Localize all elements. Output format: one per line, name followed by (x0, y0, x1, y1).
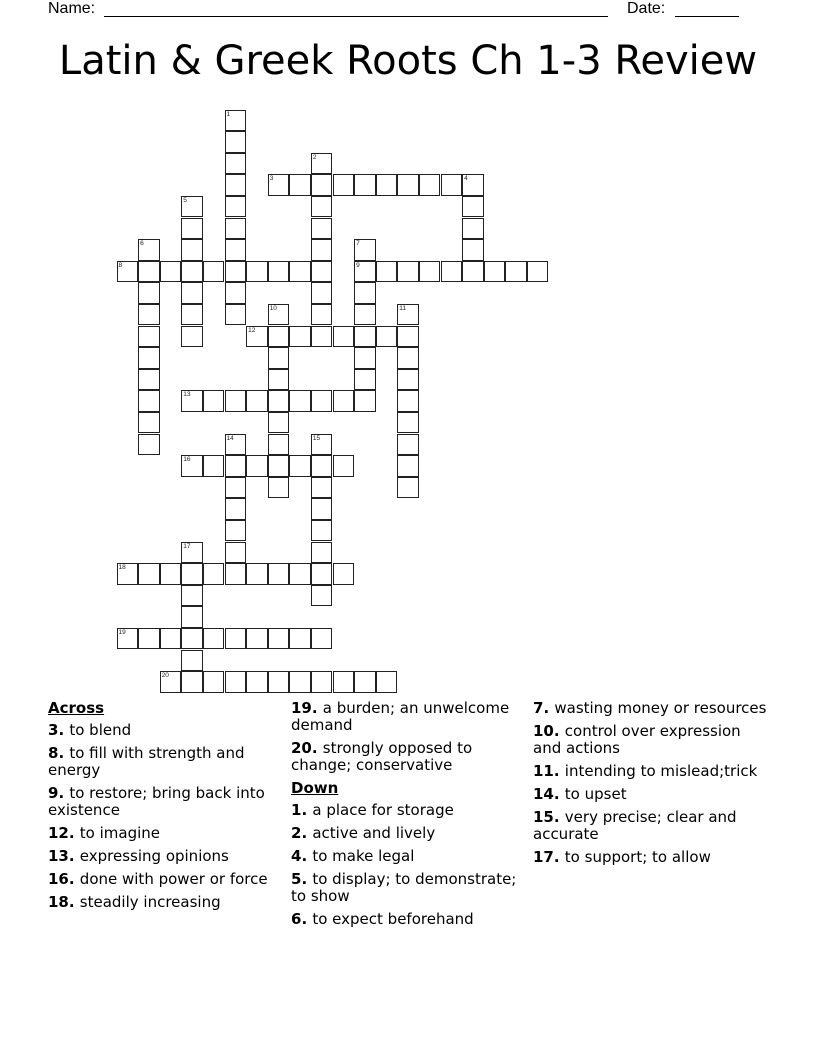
grid-cell[interactable] (117, 563, 139, 585)
grid-cell[interactable] (311, 326, 333, 348)
grid-cell[interactable] (462, 239, 484, 261)
grid-cell[interactable] (354, 369, 376, 391)
grid-cell[interactable] (462, 218, 484, 240)
grid-cell[interactable] (181, 196, 203, 218)
grid-cell[interactable] (354, 261, 376, 283)
grid-cell[interactable] (397, 455, 419, 477)
grid-cell[interactable] (311, 455, 333, 477)
grid-cell[interactable] (246, 628, 268, 650)
grid-cell[interactable] (138, 563, 160, 585)
grid-cell[interactable] (225, 628, 247, 650)
clue-across-3: 3. to blend (48, 721, 132, 739)
grid-cell[interactable] (376, 174, 398, 196)
clue-across-9: 9. to restore; bring back into existence (48, 784, 265, 819)
clues-column-1 (48, 700, 278, 917)
clue-down-15: 15. very precise; clear and accurate (533, 808, 737, 843)
grid-cell[interactable] (181, 563, 203, 585)
grid-cell[interactable] (138, 390, 160, 412)
grid-cell[interactable] (354, 326, 376, 348)
grid-cell[interactable] (160, 671, 182, 693)
clue-number: 7 (356, 240, 360, 248)
grid-cell[interactable] (311, 282, 333, 304)
clue-number: 8 (118, 261, 123, 269)
clue-number: 1 (226, 110, 231, 118)
grid-cell[interactable] (138, 304, 160, 326)
grid-cell[interactable] (225, 282, 247, 304)
clue-down-17: 17. to support; to allow (533, 848, 711, 866)
clue-number: 2 (312, 153, 317, 161)
grid-cell[interactable] (441, 261, 463, 283)
grid-cell[interactable] (311, 542, 333, 564)
grid-cell[interactable] (268, 261, 290, 283)
grid-cell[interactable] (181, 628, 203, 650)
grid-cell[interactable] (311, 390, 333, 412)
clue-number: 16 (183, 456, 191, 464)
grid-cell[interactable] (268, 174, 290, 196)
grid-cell[interactable] (397, 174, 419, 196)
grid-cell[interactable] (203, 563, 225, 585)
grid-cell[interactable] (181, 542, 203, 564)
clue-across-18: 18. steadily increasing (48, 893, 221, 911)
grid-cell[interactable] (333, 455, 355, 477)
grid-cell[interactable] (268, 412, 290, 434)
grid-cell[interactable] (333, 390, 355, 412)
grid-cell[interactable] (289, 671, 311, 693)
grid-cell[interactable] (160, 261, 182, 283)
grid-cell[interactable] (203, 390, 225, 412)
clue-down-5: 5. to display; to demonstrate; to show (291, 870, 517, 905)
clue-across-19: 19. a burden; an unwelcome demand (291, 699, 510, 734)
clue-number: 11 (399, 304, 407, 312)
grid-cell[interactable] (397, 369, 419, 391)
grid-cell[interactable] (268, 304, 290, 326)
grid-cell[interactable] (268, 434, 290, 456)
clue-across-8: 8. to fill with strength and energy (48, 744, 245, 779)
grid-cell[interactable] (311, 671, 333, 693)
grid-cell[interactable] (268, 455, 290, 477)
clue-number: 20 (161, 672, 169, 680)
grid-cell[interactable] (354, 304, 376, 326)
grid-cell[interactable] (138, 261, 160, 283)
grid-cell[interactable] (181, 261, 203, 283)
clue-number: 14 (226, 434, 234, 442)
grid-cell[interactable] (354, 347, 376, 369)
clue-number: 12 (248, 326, 256, 334)
grid-cell[interactable] (181, 585, 203, 607)
grid-cell[interactable] (225, 239, 247, 261)
grid-cell[interactable] (268, 563, 290, 585)
grid-cell[interactable] (289, 261, 311, 283)
grid-cell[interactable] (354, 390, 376, 412)
grid-cell[interactable] (311, 261, 333, 283)
grid-cell[interactable] (268, 347, 290, 369)
grid-cell[interactable] (397, 261, 419, 283)
grid-cell[interactable] (484, 261, 506, 283)
grid-cell[interactable] (160, 563, 182, 585)
grid-cell[interactable] (268, 390, 290, 412)
clue-across-13: 13. expressing opinions (48, 847, 229, 865)
clue-down-11: 11. intending to mislead;trick (533, 762, 758, 780)
grid-cell[interactable] (311, 628, 333, 650)
grid-cell[interactable] (160, 628, 182, 650)
grid-cell[interactable] (419, 261, 441, 283)
grid-cell[interactable] (203, 671, 225, 693)
grid-cell[interactable] (268, 628, 290, 650)
grid-cell[interactable] (225, 455, 247, 477)
grid-cell[interactable] (462, 196, 484, 218)
clue-down-14: 14. to upset (533, 785, 627, 803)
clue-across-16: 16. done with power or force (48, 870, 268, 888)
grid-cell[interactable] (311, 477, 333, 499)
grid-cell[interactable] (138, 434, 160, 456)
grid-cell[interactable] (225, 153, 247, 175)
clue-number: 18 (118, 564, 126, 572)
clue-number: 19 (118, 628, 126, 636)
across-heading: Across (48, 699, 105, 717)
grid-cell[interactable] (441, 174, 463, 196)
grid-cell[interactable] (354, 671, 376, 693)
grid-cell[interactable] (246, 326, 268, 348)
grid-cell[interactable] (376, 671, 398, 693)
grid-cell[interactable] (225, 261, 247, 283)
grid-cell[interactable] (289, 563, 311, 585)
grid-cell[interactable] (311, 520, 333, 542)
grid-cell[interactable] (203, 261, 225, 283)
grid-cell[interactable] (419, 174, 441, 196)
grid-cell[interactable] (289, 326, 311, 348)
grid-cell[interactable] (181, 650, 203, 672)
grid-cell[interactable] (203, 455, 225, 477)
grid-cell[interactable] (225, 174, 247, 196)
grid-cell[interactable] (268, 369, 290, 391)
grid-cell[interactable] (225, 520, 247, 542)
grid-cell[interactable] (397, 347, 419, 369)
grid-cell[interactable] (225, 390, 247, 412)
grid-cell[interactable] (225, 196, 247, 218)
grid-cell[interactable] (138, 412, 160, 434)
clue-across-20: 20. strongly opposed to change; conservative (291, 739, 473, 774)
grid-cell[interactable] (289, 628, 311, 650)
grid-cell[interactable] (311, 153, 333, 175)
grid-cell[interactable] (225, 498, 247, 520)
grid-cell[interactable] (397, 304, 419, 326)
grid-cell[interactable] (268, 671, 290, 693)
clue-down-10: 10. control over expression and actions (533, 722, 741, 757)
grid-cell[interactable] (181, 326, 203, 348)
grid-cell[interactable] (181, 455, 203, 477)
grid-cell[interactable] (333, 671, 355, 693)
grid-cell[interactable] (376, 326, 398, 348)
clue-number: 13 (183, 391, 191, 399)
grid-cell[interactable] (505, 261, 527, 283)
grid-cell[interactable] (462, 261, 484, 283)
grid-cell[interactable] (117, 628, 139, 650)
grid-cell[interactable] (311, 304, 333, 326)
clue-across-12: 12. to imagine (48, 824, 161, 842)
grid-cell[interactable] (246, 261, 268, 283)
grid-cell[interactable] (181, 606, 203, 628)
grid-cell[interactable] (225, 542, 247, 564)
grid-cell[interactable] (181, 390, 203, 412)
clue-number: 4 (464, 175, 468, 183)
grid-cell[interactable] (311, 498, 333, 520)
grid-cell[interactable] (397, 412, 419, 434)
grid-cell[interactable] (225, 131, 247, 153)
grid-cell[interactable] (138, 369, 160, 391)
grid-cell[interactable] (311, 239, 333, 261)
grid-cell[interactable] (117, 261, 139, 283)
grid-cell[interactable] (138, 239, 160, 261)
page-title: Latin & Greek Roots Ch 1-3 Review (58, 38, 758, 84)
grid-cell[interactable] (333, 174, 355, 196)
clue-number: 5 (183, 196, 187, 204)
grid-cell[interactable] (311, 434, 333, 456)
grid-cell[interactable] (289, 174, 311, 196)
clue-number: 10 (269, 304, 277, 312)
grid-cell[interactable] (246, 455, 268, 477)
grid-cell[interactable] (181, 282, 203, 304)
grid-cell[interactable] (225, 671, 247, 693)
grid-cell[interactable] (397, 390, 419, 412)
clue-down-4: 4. to make legal (291, 847, 415, 865)
grid-cell[interactable] (138, 628, 160, 650)
grid-cell[interactable] (181, 671, 203, 693)
grid-cell[interactable] (225, 434, 247, 456)
grid-cell[interactable] (397, 434, 419, 456)
clue-number: 9 (356, 261, 360, 269)
grid-cell[interactable] (354, 174, 376, 196)
grid-cell[interactable] (181, 304, 203, 326)
grid-cell[interactable] (397, 326, 419, 348)
grid-cell[interactable] (225, 304, 247, 326)
clue-number: 6 (140, 240, 144, 248)
grid-cell[interactable] (138, 347, 160, 369)
clue-down-6: 6. to expect beforehand (291, 910, 474, 928)
grid-cell[interactable] (289, 390, 311, 412)
grid-cell[interactable] (289, 455, 311, 477)
clue-number: 15 (312, 434, 321, 442)
clue-down-2: 2. active and lively (291, 824, 436, 842)
grid-cell[interactable] (246, 671, 268, 693)
grid-cell[interactable] (311, 585, 333, 607)
grid-cell[interactable] (225, 563, 247, 585)
clue-number: 17 (183, 542, 191, 550)
down-heading: Down (291, 779, 339, 797)
grid-cell[interactable] (527, 261, 549, 283)
name-label: Name: (48, 0, 96, 17)
grid-cell[interactable] (203, 628, 225, 650)
grid-cell[interactable] (333, 563, 355, 585)
grid-cell[interactable] (462, 174, 484, 196)
grid-cell[interactable] (138, 326, 160, 348)
grid-cell[interactable] (225, 110, 247, 132)
clue-number: 3 (269, 175, 274, 183)
grid-cell[interactable] (311, 174, 333, 196)
grid-cell[interactable] (311, 563, 333, 585)
clue-down-1: 1. a place for storage (291, 801, 454, 819)
grid-cell[interactable] (333, 326, 355, 348)
clues-column-2 (291, 700, 521, 934)
grid-cell[interactable] (138, 282, 160, 304)
grid-cell[interactable] (225, 218, 247, 240)
clue-down-7: 7. wasting money or resources (533, 699, 767, 717)
grid-cell[interactable] (311, 218, 333, 240)
grid-cell[interactable] (268, 477, 290, 499)
grid-cell[interactable] (311, 196, 333, 218)
clues-column-3 (533, 700, 773, 872)
grid-cell[interactable] (181, 239, 203, 261)
grid-cell[interactable] (225, 477, 247, 499)
grid-cell[interactable] (354, 282, 376, 304)
grid-cell[interactable] (246, 390, 268, 412)
grid-cell[interactable] (181, 218, 203, 240)
grid-cell[interactable] (397, 477, 419, 499)
grid-cell[interactable] (268, 326, 290, 348)
date-label: Date: (627, 0, 666, 17)
grid-cell[interactable] (246, 563, 268, 585)
grid-cell[interactable] (354, 239, 376, 261)
grid-cell[interactable] (376, 261, 398, 283)
